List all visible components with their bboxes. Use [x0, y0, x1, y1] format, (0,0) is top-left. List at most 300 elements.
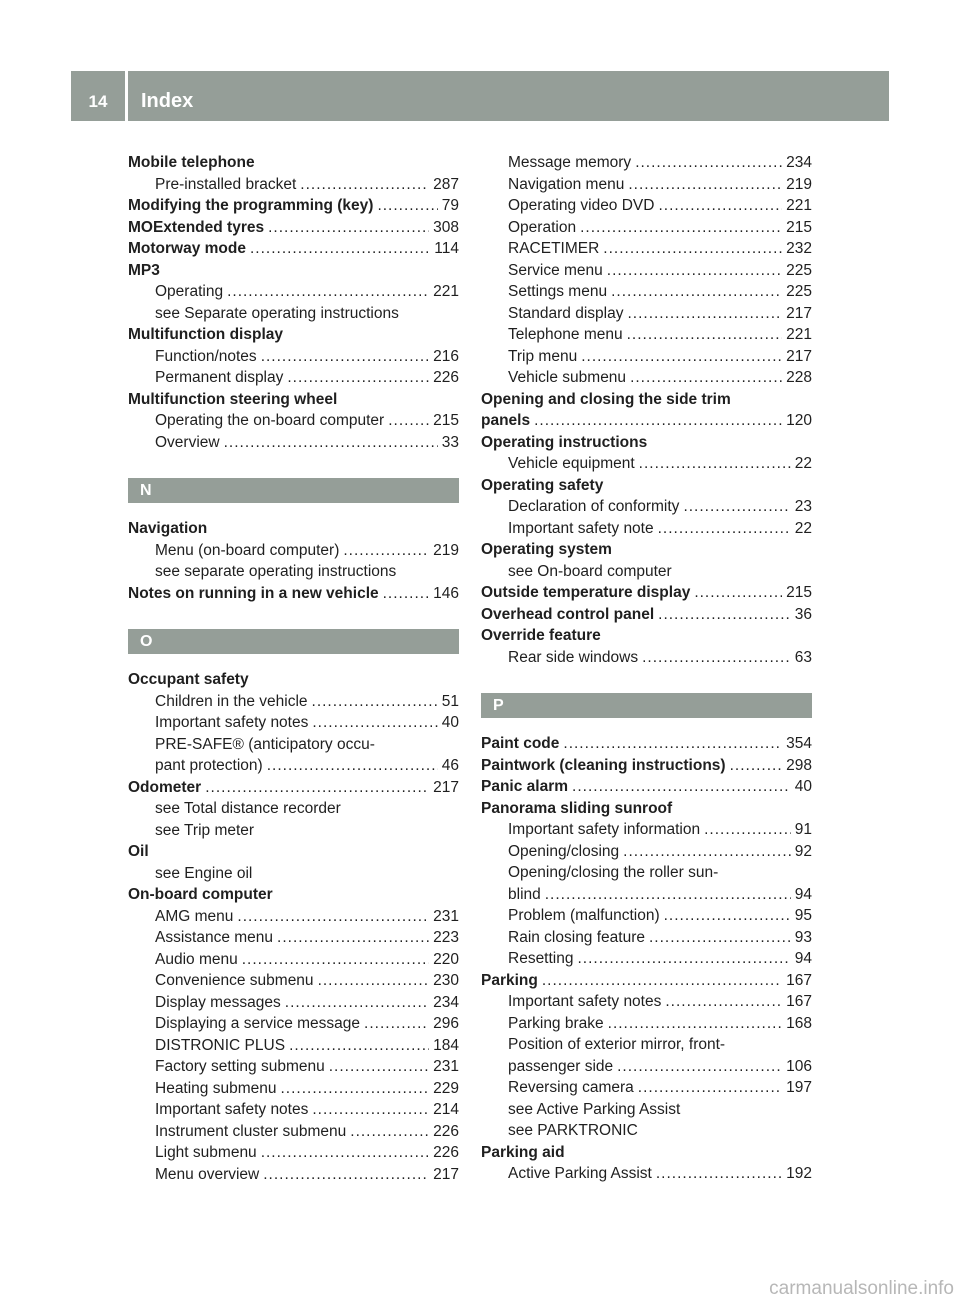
- index-subentry[interactable]: [481, 453, 812, 475]
- page-reference[interactable]: 91: [794, 821, 812, 838]
- entry-text: Navigation menu: [508, 175, 625, 193]
- index-subentry[interactable]: [481, 1056, 812, 1078]
- index-entry[interactable]: [128, 238, 459, 260]
- entry-text: pant protection): [155, 757, 263, 774]
- entry-text: Mobile telephone: [128, 154, 255, 171]
- page-reference[interactable]: 225: [786, 261, 812, 279]
- dot-leader: [343, 540, 429, 562]
- dot-leader: [665, 991, 782, 1013]
- entry-text: panels: [481, 412, 531, 429]
- entry-text: AMG menu: [155, 907, 234, 925]
- index-subentry[interactable]: [128, 1078, 459, 1100]
- entry-text: Pre-installed bracket: [155, 175, 297, 193]
- entry-text: Overview: [155, 433, 220, 451]
- page-reference[interactable]: 217: [786, 347, 812, 365]
- dot-leader: [658, 195, 782, 217]
- index-subentry: [128, 734, 459, 756]
- dot-leader: [281, 1078, 430, 1100]
- index-entry: [481, 798, 812, 820]
- index-subentry[interactable]: [128, 367, 459, 389]
- entry-text: Children in the vehicle: [155, 692, 308, 710]
- section-letter-header: P: [481, 693, 812, 718]
- entry-text: RACETIMER: [508, 240, 600, 257]
- index-subentry[interactable]: [128, 432, 459, 454]
- page-reference[interactable]: 33: [441, 433, 459, 451]
- dot-leader: [224, 432, 438, 454]
- dot-leader: [268, 217, 429, 239]
- page-reference[interactable]: 184: [433, 1036, 459, 1054]
- index-subentry[interactable]: [128, 1035, 459, 1057]
- dot-leader: [534, 410, 782, 432]
- entry-text: see separate operating instructions: [155, 563, 397, 580]
- index-subentry[interactable]: [128, 540, 459, 562]
- page-reference[interactable]: 287: [433, 175, 459, 193]
- index-subentry: [481, 1120, 812, 1142]
- index-entry[interactable]: [481, 604, 812, 626]
- page-reference[interactable]: 120: [786, 412, 812, 429]
- page-number: 14: [88, 92, 108, 111]
- dot-leader: [250, 238, 430, 260]
- index-entry: [128, 884, 459, 906]
- page-reference[interactable]: 217: [433, 778, 459, 796]
- entry-text: Motorway mode: [128, 240, 246, 257]
- entry-text: Parking: [481, 971, 538, 989]
- index-entry[interactable]: [481, 582, 812, 604]
- entry-text: Operation: [508, 218, 577, 236]
- index-entry[interactable]: [481, 755, 812, 777]
- entry-text: Occupant safety: [128, 671, 249, 688]
- entry-text: see On-board computer: [508, 562, 672, 580]
- entry-text: Active Parking Assist: [508, 1165, 652, 1182]
- entry-text: Convenience submenu: [155, 972, 314, 989]
- page-reference[interactable]: 229: [433, 1079, 459, 1097]
- entry-text: blind: [508, 885, 541, 903]
- index-subentry[interactable]: [481, 260, 812, 282]
- index-subentry[interactable]: [481, 367, 812, 389]
- section-letter-header: N: [128, 478, 459, 503]
- dot-leader: [261, 346, 429, 368]
- page-reference[interactable]: 308: [433, 218, 459, 236]
- index-subentry[interactable]: [481, 991, 812, 1013]
- page-title: Index: [141, 89, 194, 112]
- dot-leader: [627, 303, 782, 325]
- entry-text: Outside temperature display: [481, 584, 691, 601]
- dot-leader: [383, 583, 430, 605]
- dot-leader: [638, 1077, 782, 1099]
- index-entry: [481, 625, 812, 647]
- dot-leader: [542, 970, 782, 992]
- entry-text: see PARKTRONIC: [508, 1122, 638, 1139]
- entry-text: Navigation: [128, 520, 208, 537]
- entry-text: Modifying the programming (key): [128, 197, 374, 214]
- dot-leader: [285, 992, 429, 1014]
- dot-leader: [611, 281, 782, 303]
- page-reference[interactable]: 63: [794, 648, 812, 666]
- dot-leader: [664, 905, 791, 927]
- index-entry: [128, 152, 459, 174]
- dot-leader: [607, 260, 782, 282]
- page-reference[interactable]: 146: [433, 584, 459, 602]
- entry-text: DISTRONIC PLUS: [155, 1036, 286, 1054]
- page-reference[interactable]: 215: [433, 412, 459, 429]
- index-entry: [128, 324, 459, 346]
- index-subentry[interactable]: [128, 949, 459, 971]
- page-reference[interactable]: 215: [786, 584, 812, 601]
- entry-text: see Engine oil: [155, 864, 253, 882]
- entry-text: Declaration of conformity: [508, 498, 680, 515]
- page-reference[interactable]: 221: [786, 326, 812, 343]
- dot-leader: [623, 841, 791, 863]
- index-subentry[interactable]: [481, 948, 812, 970]
- entry-text: Heating submenu: [155, 1079, 277, 1097]
- entry-text: Displaying a service message: [155, 1015, 361, 1032]
- index-subentry[interactable]: [128, 906, 459, 928]
- dot-leader: [287, 367, 429, 389]
- entry-text: Panic alarm: [481, 778, 569, 795]
- page-reference[interactable]: 95: [794, 907, 812, 924]
- dot-leader: [242, 949, 429, 971]
- dot-leader: [377, 195, 437, 217]
- page-reference[interactable]: 79: [441, 197, 459, 214]
- page-reference[interactable]: 226: [433, 1144, 459, 1161]
- index-entry: [481, 539, 812, 561]
- page-reference[interactable]: 106: [786, 1057, 812, 1075]
- index-subentry[interactable]: [481, 647, 812, 669]
- dot-leader: [603, 238, 782, 260]
- index-subentry[interactable]: [128, 927, 459, 949]
- entry-text: passenger side: [508, 1057, 614, 1075]
- entry-text: see Separate operating instructions: [155, 304, 399, 322]
- index-subentry[interactable]: [128, 1099, 459, 1121]
- entry-text: Rain closing feature: [508, 928, 645, 946]
- page-reference[interactable]: 23: [794, 498, 812, 515]
- index-subentry[interactable]: [481, 238, 812, 260]
- entry-text: see Trip meter: [155, 821, 255, 839]
- dot-leader: [639, 453, 791, 475]
- page-reference[interactable]: 216: [433, 347, 459, 365]
- index-entry: [128, 389, 459, 411]
- dot-leader: [628, 174, 782, 196]
- page-reference[interactable]: 220: [433, 950, 459, 968]
- entry-text: Menu overview: [155, 1165, 260, 1183]
- index-subentry[interactable]: [481, 496, 812, 518]
- entry-text: Operating instructions: [481, 433, 648, 451]
- index-entry[interactable]: [128, 195, 459, 217]
- index-subentry[interactable]: [128, 1164, 459, 1186]
- entry-text: Odometer: [128, 778, 202, 796]
- index-subentry[interactable]: [481, 324, 812, 346]
- dot-leader: [630, 367, 782, 389]
- index-subentry: [128, 303, 459, 325]
- dot-leader: [227, 281, 429, 303]
- page-reference[interactable]: 46: [441, 757, 459, 774]
- dot-leader: [658, 518, 791, 540]
- page-reference[interactable]: 231: [433, 907, 459, 925]
- page-reference[interactable]: 192: [786, 1165, 812, 1182]
- page-reference[interactable]: 215: [786, 218, 812, 236]
- entry-text: Resetting: [508, 950, 574, 967]
- dot-leader: [581, 346, 782, 368]
- index-entry: [481, 432, 812, 454]
- page-reference[interactable]: 94: [794, 885, 812, 903]
- entry-text: Operating the on-board computer: [155, 412, 385, 429]
- entry-text: Settings menu: [508, 283, 608, 300]
- page-reference[interactable]: 225: [786, 283, 812, 300]
- entry-text: Operating video DVD: [508, 197, 655, 214]
- page-reference[interactable]: 230: [433, 972, 459, 989]
- page-header: [71, 71, 889, 121]
- entry-text: Light submenu: [155, 1144, 257, 1161]
- index-column-left: [128, 152, 459, 1185]
- index-subentry[interactable]: [128, 992, 459, 1014]
- index-subentry[interactable]: [128, 755, 459, 777]
- page-reference[interactable]: 93: [794, 928, 812, 946]
- entry-text: Operating system: [481, 541, 612, 558]
- index-entry[interactable]: [481, 410, 812, 432]
- index-column-right: [481, 152, 812, 1185]
- index-subentry[interactable]: [128, 346, 459, 368]
- page-reference[interactable]: 94: [794, 950, 812, 967]
- index-subentry: [128, 863, 459, 885]
- index-subentry: [481, 862, 812, 884]
- dot-leader: [658, 604, 791, 626]
- entry-text: MP3: [128, 261, 160, 279]
- index-subentry[interactable]: [128, 174, 459, 196]
- index-subentry: [128, 820, 459, 842]
- index-entry: [128, 669, 459, 691]
- index-subentry[interactable]: [128, 1056, 459, 1078]
- page-reference[interactable]: 217: [786, 304, 812, 322]
- index-subentry: [481, 1099, 812, 1121]
- entry-text: Vehicle equipment: [508, 455, 635, 472]
- entry-text: MOExtended tyres: [128, 218, 265, 236]
- index-entry: [481, 389, 812, 411]
- entry-text: Opening/closing the roller sun-: [508, 864, 719, 881]
- index-entry[interactable]: [481, 733, 812, 755]
- index-subentry[interactable]: [481, 152, 812, 174]
- page-reference[interactable]: 114: [434, 240, 459, 257]
- entry-text: Rear side windows: [508, 648, 639, 666]
- entry-text: Reversing camera: [508, 1079, 634, 1096]
- dot-leader: [312, 712, 437, 734]
- index-entry[interactable]: [128, 583, 459, 605]
- page-reference[interactable]: 167: [786, 993, 812, 1010]
- dot-leader: [312, 1099, 429, 1121]
- dot-leader: [329, 1056, 429, 1078]
- index-subentry[interactable]: [128, 970, 459, 992]
- dot-leader: [563, 733, 782, 755]
- dot-leader: [704, 819, 791, 841]
- index-entry[interactable]: [481, 776, 812, 798]
- entry-text: Trip menu: [508, 347, 578, 365]
- entry-text: Override feature: [481, 627, 601, 644]
- entry-text: Operating: [155, 283, 224, 300]
- page-reference[interactable]: 92: [794, 842, 812, 860]
- entry-text: PRE-SAFE® (anticipatory occu-: [155, 735, 375, 753]
- page-reference[interactable]: 219: [786, 175, 812, 193]
- dot-leader: [656, 1163, 782, 1185]
- page-reference[interactable]: 226: [433, 369, 459, 386]
- index-subentry: [481, 561, 812, 583]
- page-reference[interactable]: 168: [786, 1014, 812, 1032]
- dot-leader: [237, 906, 429, 928]
- dot-leader: [730, 755, 783, 777]
- index-entry[interactable]: [128, 777, 459, 799]
- entry-text: Multifunction steering wheel: [128, 390, 338, 408]
- dot-leader: [263, 1164, 429, 1186]
- index-subentry: [128, 561, 459, 583]
- entry-text: Oil: [128, 843, 149, 860]
- dot-leader: [267, 755, 438, 777]
- entry-text: Instrument cluster submenu: [155, 1122, 347, 1140]
- entry-text: Paint code: [481, 735, 560, 752]
- dot-leader: [694, 582, 782, 604]
- page-reference[interactable]: 197: [786, 1079, 812, 1096]
- entry-text: Problem (malfunction): [508, 907, 660, 924]
- dot-leader: [312, 691, 438, 713]
- page-reference[interactable]: 231: [433, 1058, 459, 1075]
- page-reference[interactable]: 226: [433, 1122, 459, 1140]
- dot-leader: [261, 1142, 429, 1164]
- index-subentry[interactable]: [481, 518, 812, 540]
- page-reference[interactable]: 234: [786, 154, 812, 171]
- dot-leader: [388, 410, 429, 432]
- page-reference[interactable]: 223: [433, 929, 459, 946]
- dot-leader: [580, 217, 782, 239]
- page-reference[interactable]: 228: [786, 369, 812, 386]
- entry-text: Important safety notes: [155, 714, 309, 731]
- dot-leader: [572, 776, 791, 798]
- index-entry: [128, 260, 459, 282]
- page-reference[interactable]: 36: [794, 605, 812, 623]
- dot-leader: [608, 1013, 782, 1035]
- index-subentry[interactable]: [481, 217, 812, 239]
- dot-leader: [649, 927, 791, 949]
- entry-text: Vehicle submenu: [508, 369, 627, 386]
- page-reference[interactable]: 296: [433, 1015, 459, 1032]
- index-entry[interactable]: [128, 217, 459, 239]
- page-reference[interactable]: 22: [794, 455, 812, 472]
- index-subentry[interactable]: [481, 927, 812, 949]
- index-subentry[interactable]: [481, 346, 812, 368]
- entry-text: Menu (on-board computer): [155, 541, 340, 559]
- entry-text: see Total distance recorder: [155, 800, 341, 817]
- index-subentry[interactable]: [128, 281, 459, 303]
- entry-text: Position of exterior mirror, front-: [508, 1036, 726, 1053]
- index-subentry[interactable]: [481, 281, 812, 303]
- index-subentry[interactable]: [481, 1077, 812, 1099]
- page-reference[interactable]: 40: [794, 778, 812, 795]
- entry-text: Parking brake: [508, 1014, 604, 1032]
- index-subentry[interactable]: [128, 410, 459, 432]
- entry-text: Important safety notes: [508, 993, 662, 1010]
- entry-text: Assistance menu: [155, 929, 274, 946]
- entry-text: Notes on running in a new vehicle: [128, 584, 379, 602]
- index-subentry[interactable]: [128, 691, 459, 713]
- dot-leader: [635, 152, 782, 174]
- entry-text: Paintwork (cleaning instructions): [481, 756, 726, 774]
- index-subentry[interactable]: [481, 174, 812, 196]
- index-entry: [481, 475, 812, 497]
- page-reference[interactable]: 22: [794, 519, 812, 537]
- entry-text: Message memory: [508, 154, 632, 171]
- page-reference[interactable]: 217: [433, 1165, 459, 1183]
- index-subentry[interactable]: [128, 1142, 459, 1164]
- index-subentry[interactable]: [481, 1013, 812, 1035]
- entry-text: see Active Parking Assist: [508, 1100, 681, 1118]
- page-reference[interactable]: 232: [786, 240, 812, 257]
- dot-leader: [683, 496, 790, 518]
- index-subentry: [481, 1034, 812, 1056]
- index-subentry[interactable]: [128, 1013, 459, 1035]
- index-subentry[interactable]: [481, 819, 812, 841]
- entry-text: Service menu: [508, 261, 603, 279]
- page-reference[interactable]: 219: [433, 541, 459, 559]
- index-subentry[interactable]: [481, 195, 812, 217]
- entry-text: Multifunction display: [128, 326, 283, 343]
- entry-text: Factory setting submenu: [155, 1058, 325, 1075]
- entry-text: On-board computer: [128, 886, 273, 903]
- index-subentry[interactable]: [128, 1121, 459, 1143]
- page-reference[interactable]: 221: [433, 283, 459, 300]
- entry-text: Audio menu: [155, 950, 238, 968]
- entry-text: Function/notes: [155, 347, 257, 365]
- entry-text: Overhead control panel: [481, 605, 655, 623]
- page-reference[interactable]: 354: [786, 735, 812, 752]
- dot-leader: [277, 927, 429, 949]
- index-subentry[interactable]: [481, 884, 812, 906]
- page-reference[interactable]: 40: [441, 714, 459, 731]
- entry-text: Display messages: [155, 993, 281, 1011]
- section-letter-header: O: [128, 629, 459, 654]
- page-reference[interactable]: 221: [786, 197, 812, 214]
- entry-text: Important safety information: [508, 821, 701, 838]
- index-subentry[interactable]: [481, 303, 812, 325]
- entry-text: Important safety notes: [155, 1101, 309, 1118]
- index-entry: [481, 1142, 812, 1164]
- entry-text: Opening and closing the side trim: [481, 390, 731, 408]
- dot-leader: [617, 1056, 782, 1078]
- entry-text: Permanent display: [155, 369, 284, 386]
- entry-text: Parking aid: [481, 1143, 565, 1161]
- index-entry: [128, 841, 459, 863]
- dot-leader: [577, 948, 790, 970]
- entry-text: Standard display: [508, 304, 624, 322]
- index-subentry[interactable]: [481, 1163, 812, 1185]
- watermark: carmanualsonline.info: [769, 1278, 954, 1299]
- dot-leader: [545, 884, 791, 906]
- entry-text: Panorama sliding sunroof: [481, 799, 673, 817]
- page-reference[interactable]: 234: [433, 993, 459, 1011]
- index-subentry[interactable]: [128, 712, 459, 734]
- dot-leader: [318, 970, 430, 992]
- index-subentry[interactable]: [481, 841, 812, 863]
- dot-leader: [350, 1121, 429, 1143]
- entry-text: Important safety note: [508, 519, 654, 537]
- entry-text: Opening/closing: [508, 842, 620, 860]
- index-subentry[interactable]: [481, 905, 812, 927]
- dot-leader: [289, 1035, 429, 1057]
- dot-leader: [364, 1013, 429, 1035]
- header-divider: [125, 71, 128, 121]
- page-reference[interactable]: 298: [786, 756, 812, 774]
- dot-leader: [205, 777, 429, 799]
- index-entry[interactable]: [481, 970, 812, 992]
- page-reference[interactable]: 51: [441, 692, 459, 710]
- page-reference[interactable]: 214: [433, 1101, 459, 1118]
- page-reference[interactable]: 167: [786, 971, 812, 989]
- dot-leader: [300, 174, 429, 196]
